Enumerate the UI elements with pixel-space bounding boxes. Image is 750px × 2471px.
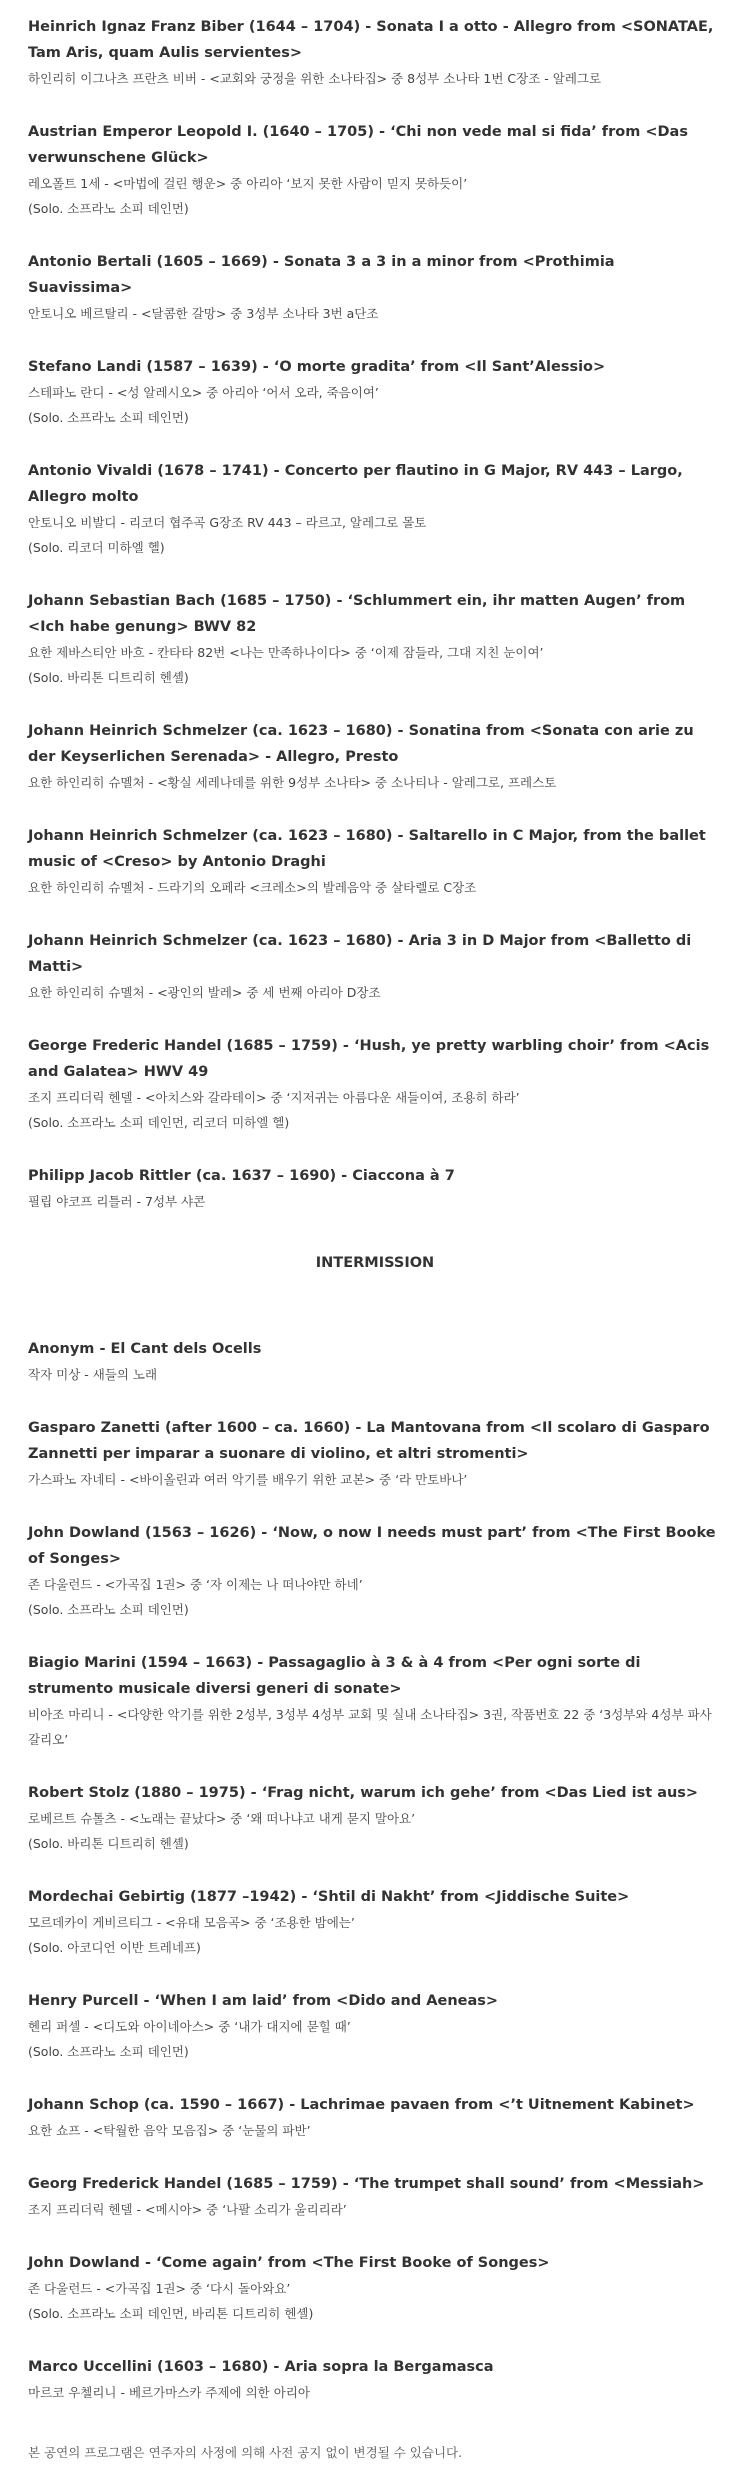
program-entry (28, 1336, 722, 1387)
piece-korean-title: 하인리히 이그나츠 프란츠 비버 - <교회와 궁정을 위한 소나타집> 중 8성부 소나타 1번 C장조 - 알레그로 (28, 71, 602, 86)
program-part-1 (28, 14, 722, 1214)
piece-title: Stefano Landi (1587 – 1639) - ‘O morte gradita’ from <Il Sant’Alessio> (28, 359, 606, 375)
piece-title: Johann Heinrich Schmelzer (ca. 1623 – 1680) - Sonatina from <Sonata con arie zu der Keyserlichen Serenada> - Allegro, Presto (28, 723, 694, 765)
piece-korean-title: 레오폴트 1세 - <마법에 걸린 행운> 중 아리아 ‘보지 못한 사람이 믿지 못하듯이’ (28, 176, 468, 191)
program-entry (28, 119, 722, 221)
piece-korean-title: 요한 하인리히 슈멜처 - 드라기의 오페라 <크레소>의 발레음악 중 살타렐로 C장조 (28, 880, 477, 895)
piece-korean-title: 작자 미상 - 새들의 노래 (28, 1367, 158, 1382)
piece-title: Johann Heinrich Schmelzer (ca. 1623 – 1680) - Saltarello in C Major, from the ballet music of <Creso> by Antonio Draghi (28, 828, 706, 870)
program-entry (28, 588, 722, 690)
piece-korean-title: 로베르트 슈톨츠 - <노래는 끝났다> 중 ‘왜 떠나냐고 내게 묻지 말아요’ (28, 1811, 416, 1826)
program-entry (28, 1988, 722, 2064)
piece-title: George Frederic Handel (1685 – 1759) - ‘Hush, ye pretty warbling choir’ from <Acis and Galatea> HWV 49 (28, 1038, 710, 1080)
program-change-notice: 본 공연의 프로그램은 연주자의 사정에 의해 사전 공지 없이 변경될 수 있습니다. (28, 2445, 463, 2460)
soloist-note: (Solo. 바리톤 디트리히 헨셸) (28, 670, 189, 685)
soloist-note: (Solo. 소프라노 소피 데인먼) (28, 201, 189, 216)
program-part-2 (28, 1336, 722, 2405)
piece-korean-title: 마르코 우첼리니 - 베르가마스카 주제에 의한 아리아 (28, 2385, 310, 2400)
soloist-note: (Solo. 소프라노 소피 데인먼) (28, 2044, 189, 2059)
piece-korean-title: 조지 프리더릭 헨델 - <아치스와 갈라테이> 중 ‘지저귀는 아름다운 새들이여, 조용히 하라’ (28, 1090, 520, 1105)
program-entry (28, 14, 722, 91)
program-entry (28, 2354, 722, 2405)
piece-title: Heinrich Ignaz Franz Biber (1644 – 1704) - Sonata I a otto - Allegro from <SONATAE, Tam Aris, quam Aulis servientes> (28, 19, 714, 61)
piece-korean-title: 존 다울런드 - <가곡집 1권> 중 ‘다시 돌아와요’ (28, 2281, 291, 2296)
program-entry (28, 2250, 722, 2326)
piece-title: Antonio Vivaldi (1678 – 1741) - Concerto per flautino in G Major, RV 443 – Largo, Allegro molto (28, 463, 683, 505)
piece-title: John Dowland (1563 – 1626) - ‘Now, o now I needs must part’ from <The First Booke of Songes> (28, 1525, 716, 1567)
piece-title: Austrian Emperor Leopold I. (1640 – 1705) - ‘Chi non vede mal si fida’ from <Das verwunschene Glück> (28, 124, 688, 166)
program-entry (28, 2171, 722, 2222)
piece-korean-title: 요한 쇼프 - <탁월한 음악 모음집> 중 ‘눈물의 파반’ (28, 2123, 311, 2138)
intermission-heading: INTERMISSION (315, 1255, 435, 1271)
piece-korean-title: 필립 야코프 리틀러 - 7성부 샤콘 (28, 1194, 206, 1209)
soloist-note: (Solo. 아코디언 이반 트레네프) (28, 1940, 201, 1955)
piece-title: Philipp Jacob Rittler (ca. 1637 – 1690) - Ciaccona à 7 (28, 1168, 455, 1184)
soloist-note: (Solo. 소프라노 소피 데인먼, 리코더 미하엘 헬) (28, 1115, 290, 1130)
piece-korean-title: 스테파노 란디 - <성 알레시오> 중 아리아 ‘어서 오라, 죽음이여’ (28, 385, 379, 400)
piece-korean-title: 안토니오 베르탈리 - <달콤한 갈망> 중 3성부 소나타 3번 a단조 (28, 306, 379, 321)
piece-korean-title: 요한 하인리히 슈멜처 - <황실 세레나데를 위한 9성부 소나타> 중 소나티나 - 알레그로, 프레스토 (28, 775, 557, 790)
program-entry (28, 458, 722, 560)
piece-title: Anonym - El Cant dels Ocells (28, 1341, 262, 1357)
piece-korean-title: 존 다울런드 - <가곡집 1권> 중 ‘자 이제는 나 떠나야만 하네’ (28, 1577, 363, 1592)
program-entry (28, 1884, 722, 1960)
program-entry (28, 928, 722, 1005)
piece-title: Georg Frederick Handel (1685 – 1759) - ‘The trumpet shall sound’ from <Messiah> (28, 2176, 705, 2192)
program-entry (28, 718, 722, 795)
piece-korean-title: 요한 제바스티안 바흐 - 칸타타 82번 <나는 만족하나이다> 중 ‘이제 잠들라, 그대 지친 눈이여’ (28, 645, 544, 660)
piece-title: Johann Schop (ca. 1590 – 1667) - Lachrimae pavaen from <’t Uitnement Kabinet> (28, 2097, 695, 2113)
piece-title: Henry Purcell - ‘When I am laid’ from <Dido and Aeneas> (28, 1993, 499, 2009)
program-entry (28, 1163, 722, 1214)
piece-title: Robert Stolz (1880 – 1975) - ‘Frag nicht, warum ich gehe’ from <Das Lied ist aus> (28, 1785, 699, 1801)
piece-korean-title: 비아조 마리니 - <다양한 악기를 위한 2성부, 3성부 4성부 교회 및 실내 소나타집> 3권, 작품번호 22 중 ‘3성부와 4성부 파사갈리오’ (28, 1707, 712, 1747)
program-entry (28, 1780, 722, 1856)
piece-title: Johann Heinrich Schmelzer (ca. 1623 – 1680) - Aria 3 in D Major from <Balletto di Matti> (28, 933, 692, 975)
piece-title: Johann Sebastian Bach (1685 – 1750) - ‘Schlummert ein, ihr matten Augen’ from <Ich habe genung> BWV 82 (28, 593, 686, 635)
piece-korean-title: 안토니오 비발디 - 리코더 협주곡 G장조 RV 443 – 라르고, 알레그로 몰토 (28, 515, 427, 530)
program-entry (28, 354, 722, 430)
program-entry (28, 823, 722, 900)
program-entry (28, 249, 722, 326)
piece-title: John Dowland - ‘Come again’ from <The First Booke of Songes> (28, 2255, 550, 2271)
soloist-note: (Solo. 소프라노 소피 데인먼) (28, 1602, 189, 1617)
program-entry (28, 1033, 722, 1135)
soloist-note: (Solo. 소프라노 소피 데인먼, 바리톤 디트리히 헨셸) (28, 2306, 314, 2321)
piece-korean-title: 모르데카이 게비르티그 - <유대 모음곡> 중 ‘조용한 밤에는’ (28, 1915, 355, 1930)
program-entry (28, 1415, 722, 1492)
piece-korean-title: 조지 프리더릭 헨델 - <메시아> 중 ‘나팔 소리가 울리리라’ (28, 2202, 347, 2217)
soloist-note: (Solo. 소프라노 소피 데인먼) (28, 410, 189, 425)
piece-title: Biagio Marini (1594 – 1663) - Passagaglio à 3 & à 4 from <Per ogni sorte di strumento musicale diversi generi di sonate> (28, 1655, 641, 1697)
piece-korean-title: 가스파노 자네티 - <바이올린과 여러 악기를 배우기 위한 교본> 중 ‘라 만토바나’ (28, 1472, 468, 1487)
piece-title: Mordechai Gebirtig (1877 –1942) - ‘Shtil di Nakht’ from <Jiddische Suite> (28, 1889, 630, 1905)
soloist-note: (Solo. 리코더 미하엘 헬) (28, 540, 165, 555)
piece-title: Marco Uccellini (1603 – 1680) - Aria sopra la Bergamasca (28, 2359, 494, 2375)
program-entry (28, 2092, 722, 2143)
program-entry (28, 1650, 722, 1752)
piece-title: Gasparo Zanetti (after 1600 – ca. 1660) - La Mantovana from <Il scolaro di Gasparo Zannetti per imparar a suonare di violino, et altri stromenti> (28, 1420, 710, 1462)
program-entry (28, 1520, 722, 1622)
piece-title: Antonio Bertali (1605 – 1669) - Sonata 3 a 3 in a minor from <Prothimia Suavissima> (28, 254, 615, 296)
soloist-note: (Solo. 바리톤 디트리히 헨셸) (28, 1836, 189, 1851)
piece-korean-title: 헨리 퍼셀 - <디도와 아이네아스> 중 ‘내가 대지에 묻힐 때’ (28, 2019, 351, 2034)
piece-korean-title: 요한 하인리히 슈멜처 - <광인의 발레> 중 세 번째 아리아 D장조 (28, 985, 381, 1000)
